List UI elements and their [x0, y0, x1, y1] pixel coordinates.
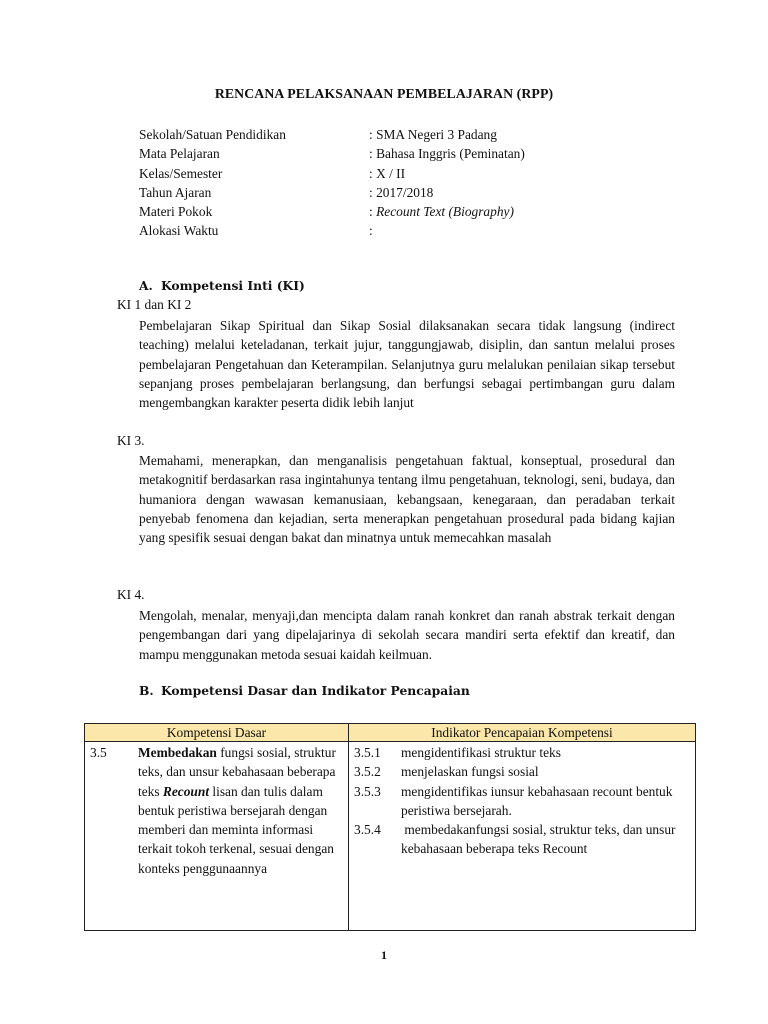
info-label: Tahun Ajaran	[139, 184, 212, 200]
info-label: Materi Pokok	[139, 204, 213, 220]
page-number: 1	[381, 948, 387, 962]
indicator-number: 3.5.2	[354, 764, 381, 780]
indicator-item	[354, 743, 691, 762]
indicator-item	[354, 762, 691, 781]
info-label: Alokasi Waktu	[139, 223, 219, 239]
ki4-label: KI 4.	[117, 587, 145, 602]
section-title: Kompetensi Dasar dan Indikator Pencapaian	[161, 683, 470, 698]
header-indikator: Indikator Pencapaian Kompetensi	[349, 724, 696, 742]
info-value-prefix: :	[369, 204, 377, 220]
info-label: Mata Pelajaran	[139, 146, 220, 162]
document-title: RENCANA PELAKSANAAN PEMBELAJARAN (RPP)	[214, 86, 554, 101]
info-value-italic: Recount Text (Biography)	[376, 204, 514, 220]
indicator-item	[354, 782, 691, 821]
ki4-paragraph: Mengolah, menalar, menyaji,dan mencipta dalam ranah konkret dan ranah abstrak terkait dengan pengembangan dari yang dipelajarinya di sekolah secara mandiri serta efektif dan kreatif, dan mampu menggunakan metoda sesuai kaidah keilmuan.	[139, 608, 675, 662]
kd-text-part2: lisan dan tulis dalam bentuk peristiwa bersejarah dengan memberi dan meminta informasi terkait tokoh terkenal, sesuai dengan konteks penggunaannya	[138, 783, 334, 876]
section-b-heading	[139, 683, 470, 698]
info-row-material	[139, 202, 699, 221]
info-value: :	[369, 223, 373, 239]
section-letter: A.	[139, 278, 153, 293]
indicator-text: membedakanfungsi sosial, struktur teks, dan unsur kebahasaan beberapa teks Recount	[401, 822, 679, 857]
table-row	[85, 742, 696, 931]
table-header-row	[85, 724, 696, 742]
kd-cell	[85, 742, 349, 931]
kd-bold: Membedakan	[138, 745, 217, 760]
info-value: : 2017/2018	[369, 184, 434, 200]
info-block	[139, 125, 699, 241]
info-row-school	[139, 125, 699, 144]
indicator-text: mengidentifikas iunsur kebahasaan recount bentuk peristiwa bersejarah.	[401, 783, 673, 818]
ki3-paragraph: Memahami, menerapkan, dan menganalisis pengetahuan faktual, konseptual, prosedural dan metakognitif berdasarkan rasa ingintahunya tentang ilmu pengetahuan, teknologi, seni, budaya, dan humaniora dengan wawasan kemanusiaan, kebangsaan, kenegaraan, dan peradaban terkait penyebab fenomena dan kejadian, serta menerapkan pengetahuan prosedural pada bidang kajian yang spesifik sesuai dengan bakat dan minatnya untuk memecahkan masalah	[139, 453, 675, 546]
indicator-number: 3.5.3	[354, 783, 381, 799]
info-row-class	[139, 164, 699, 183]
info-label: Sekolah/Satuan Pendidikan	[139, 127, 286, 142]
header-kompetensi-dasar: Kompetensi Dasar	[85, 724, 349, 742]
info-value: : SMA Negeri 3 Padang	[369, 127, 497, 142]
ki12-paragraph: Pembelajaran Sikap Spiritual dan Sikap Sosial dilaksanakan secara tidak langsung (indirect teaching) melalui keteladanan, terkait jujur, tanggungjawab, disiplin, dan santun melalui proses pembelajaran Pengetahuan dan Keterampilan. Selanjutnya guru melalukan penilaian sikap tersebut sepanjang proses pembelajaran berlangsung, dan berfungsi sebagai pertimbangan guru dalam mengembangkan karakter peserta didik lebih lanjut	[139, 318, 675, 411]
info-value: : Bahasa Inggris (Peminatan)	[369, 146, 525, 162]
competency-table	[84, 723, 696, 931]
info-row-time	[139, 221, 699, 240]
ki12-label: KI 1 dan KI 2	[117, 297, 192, 312]
info-row-year	[139, 183, 699, 202]
indicator-number: 3.5.1	[354, 745, 381, 760]
section-a-heading	[139, 278, 305, 293]
indicator-number: 3.5.4	[354, 822, 381, 838]
info-value: : X / II	[369, 165, 406, 181]
kd-bold-italic: Recount	[162, 783, 210, 799]
info-label: Kelas/Semester	[139, 165, 223, 181]
section-letter: B.	[139, 683, 154, 698]
indicator-item	[354, 820, 691, 859]
kd-number: 3.5	[90, 745, 107, 760]
section-title: Kompetensi Inti (KI)	[161, 278, 305, 293]
info-row-subject	[139, 144, 699, 163]
ki3-label: KI 3.	[117, 433, 145, 448]
indicator-cell	[349, 742, 696, 931]
indicator-text: mengidentifikasi struktur teks	[401, 745, 561, 760]
info-value	[369, 202, 699, 221]
kd-text-part1: fungsi sosial, struktur teks, dan unsur kebahasaan beberapa teks	[138, 745, 336, 799]
kd-text	[138, 743, 338, 878]
indicator-text: menjelaskan fungsi sosial	[401, 764, 539, 780]
